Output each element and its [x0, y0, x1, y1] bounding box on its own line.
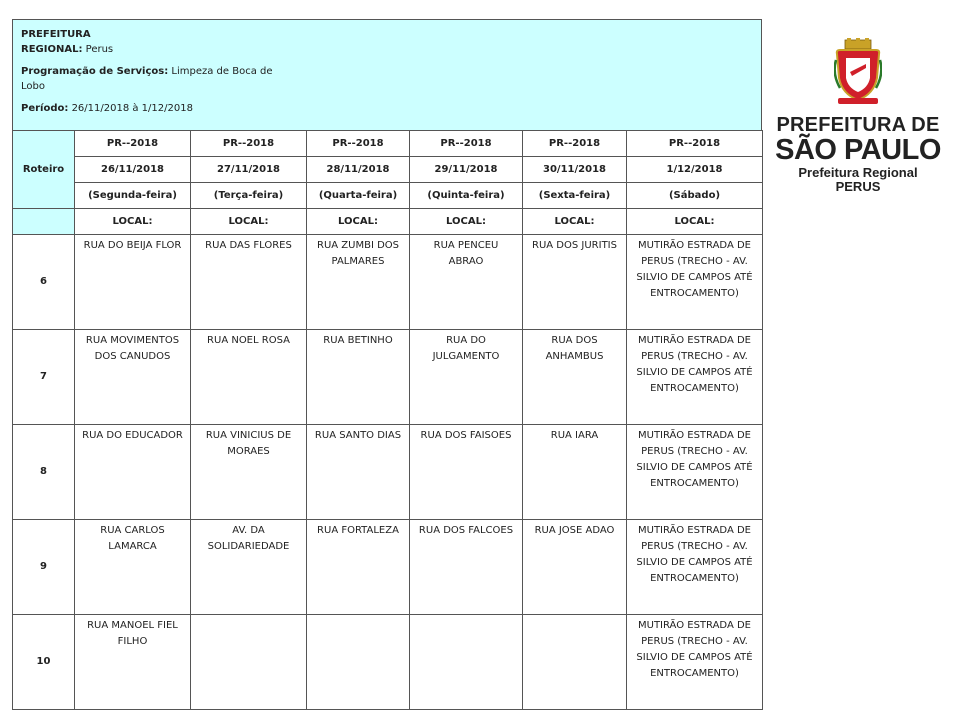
street-name: RUA ZUMBI DOS PALMARES	[317, 240, 399, 267]
local-label: LOCAL:	[523, 209, 627, 235]
route-cell	[75, 235, 191, 330]
street-name: RUA MANOEL FIEL FILHO	[87, 620, 178, 647]
route-cell	[627, 520, 763, 615]
route-cell	[523, 330, 627, 425]
route-cell	[191, 235, 307, 330]
day-date: 28/11/2018	[307, 157, 410, 183]
street-name: RUA SANTO DIAS	[314, 430, 402, 441]
local-label: LOCAL:	[75, 209, 191, 235]
day-date: 29/11/2018	[410, 157, 523, 183]
route-cell	[627, 425, 763, 520]
route-cell	[410, 425, 523, 520]
day-code: PR--2018	[307, 131, 410, 157]
day-code: PR--2018	[75, 131, 191, 157]
logo-line-2: SÃO PAULO	[775, 134, 941, 166]
street-name: RUA CARLOS LAMARCA	[100, 525, 165, 552]
schedule-sheet	[12, 19, 762, 710]
programacao-label: Programação de Serviços:	[21, 66, 169, 77]
route-cell	[191, 520, 307, 615]
route-cell	[523, 235, 627, 330]
day-code: PR--2018	[627, 131, 763, 157]
route-cell	[191, 425, 307, 520]
regional-value: Perus	[85, 44, 114, 55]
route-cell	[75, 615, 191, 710]
day-date: 1/12/2018	[627, 157, 763, 183]
prefeitura-logo	[768, 38, 948, 194]
prefeitura-label: PREFEITURA	[21, 29, 91, 40]
table-row	[13, 235, 763, 330]
street-name: RUA BETINHO	[323, 335, 393, 346]
route-cell	[75, 330, 191, 425]
roteiro-header-fill	[13, 209, 75, 235]
roteiro-header: Roteiro	[13, 131, 75, 209]
route-cell	[307, 425, 410, 520]
table-row	[13, 615, 763, 710]
day-date: 26/11/2018	[75, 157, 191, 183]
street-name: RUA PENCEU ABRAO	[433, 240, 499, 267]
route-cell	[307, 330, 410, 425]
street-name: RUA DOS JURITIS	[532, 240, 617, 251]
route-cell	[75, 520, 191, 615]
route-cell	[191, 615, 307, 710]
coat-of-arms-icon	[834, 38, 882, 106]
local-label: LOCAL:	[307, 209, 410, 235]
street-name: RUA NOEL ROSA	[207, 335, 290, 346]
route-cell	[307, 520, 410, 615]
street-name: RUA DO JULGAMENTO	[432, 335, 500, 362]
schedule-table	[12, 130, 763, 710]
route-cell	[410, 330, 523, 425]
street-name: MUTIRÃO ESTRADA DE PERUS (TRECHO - AV. SILVIO DE CAMPOS ATÉ ENTROCAMENTO)	[636, 240, 753, 299]
route-cell	[523, 615, 627, 710]
day-date: 27/11/2018	[191, 157, 307, 183]
local-label: LOCAL:	[627, 209, 763, 235]
route-number: 7	[13, 330, 75, 425]
route-cell	[627, 615, 763, 710]
street-name: MUTIRÃO ESTRADA DE PERUS (TRECHO - AV. SILVIO DE CAMPOS ATÉ ENTROCAMENTO)	[636, 525, 753, 584]
logo-line-1: PREFEITURA DE	[776, 114, 940, 136]
street-name: RUA MOVIMENTOS DOS CANUDOS	[85, 335, 180, 362]
day-weekday: (Terça-feira)	[191, 183, 307, 209]
street-name: RUA VINICIUS DE MORAES	[205, 430, 292, 457]
street-name: RUA DO EDUCADOR	[82, 430, 183, 441]
local-label: LOCAL:	[410, 209, 523, 235]
table-row	[13, 425, 763, 520]
route-cell	[410, 615, 523, 710]
street-name: RUA FORTALEZA	[317, 525, 399, 536]
route-cell	[307, 615, 410, 710]
street-name: MUTIRÃO ESTRADA DE PERUS (TRECHO - AV. SILVIO DE CAMPOS ATÉ ENTROCAMENTO)	[636, 335, 753, 394]
route-cell	[75, 425, 191, 520]
regional-label: REGIONAL:	[21, 44, 83, 55]
table-row	[13, 520, 763, 615]
route-number: 6	[13, 235, 75, 330]
route-cell	[410, 235, 523, 330]
street-name: MUTIRÃO ESTRADA DE PERUS (TRECHO - AV. SILVIO DE CAMPOS ATÉ ENTROCAMENTO)	[636, 620, 753, 679]
route-cell	[523, 425, 627, 520]
route-cell	[627, 235, 763, 330]
programacao-value: Limpeza de Boca de Lobo	[21, 66, 273, 92]
day-code: PR--2018	[410, 131, 523, 157]
day-weekday: (Sexta-feira)	[523, 183, 627, 209]
route-cell	[627, 330, 763, 425]
day-weekday: (Segunda-feira)	[75, 183, 191, 209]
day-code: PR--2018	[191, 131, 307, 157]
route-rows	[13, 235, 763, 710]
route-cell	[191, 330, 307, 425]
day-weekday: (Quinta-feira)	[410, 183, 523, 209]
street-name: RUA DAS FLORES	[205, 240, 292, 251]
route-cell	[307, 235, 410, 330]
day-weekday: (Sábado)	[627, 183, 763, 209]
street-name: RUA IARA	[550, 430, 599, 441]
route-cell	[523, 520, 627, 615]
route-number: 9	[13, 520, 75, 615]
route-number: 10	[13, 615, 75, 710]
table-row	[13, 330, 763, 425]
street-name: RUA DOS FALCOES	[418, 525, 514, 536]
periodo-label: Período:	[21, 103, 69, 114]
street-name: RUA DOS ANHAMBUS	[545, 335, 604, 362]
street-name: RUA DO BEIJA FLOR	[83, 240, 182, 251]
street-name: RUA JOSE ADAO	[534, 525, 615, 536]
logo-line-3: Prefeitura Regional	[798, 165, 918, 180]
logo-line-4: PERUS	[835, 179, 881, 194]
street-name: MUTIRÃO ESTRADA DE PERUS (TRECHO - AV. SILVIO DE CAMPOS ATÉ ENTROCAMENTO)	[636, 430, 753, 489]
local-label: LOCAL:	[191, 209, 307, 235]
periodo-value: 26/11/2018 à 1/12/2018	[71, 103, 193, 114]
day-weekday: (Quarta-feira)	[307, 183, 410, 209]
street-name: AV. DA SOLIDARIEDADE	[207, 525, 290, 552]
street-name: RUA DOS FAISOES	[420, 430, 512, 441]
day-date: 30/11/2018	[523, 157, 627, 183]
schedule-header	[12, 19, 762, 130]
route-cell	[410, 520, 523, 615]
route-number: 8	[13, 425, 75, 520]
day-code: PR--2018	[523, 131, 627, 157]
